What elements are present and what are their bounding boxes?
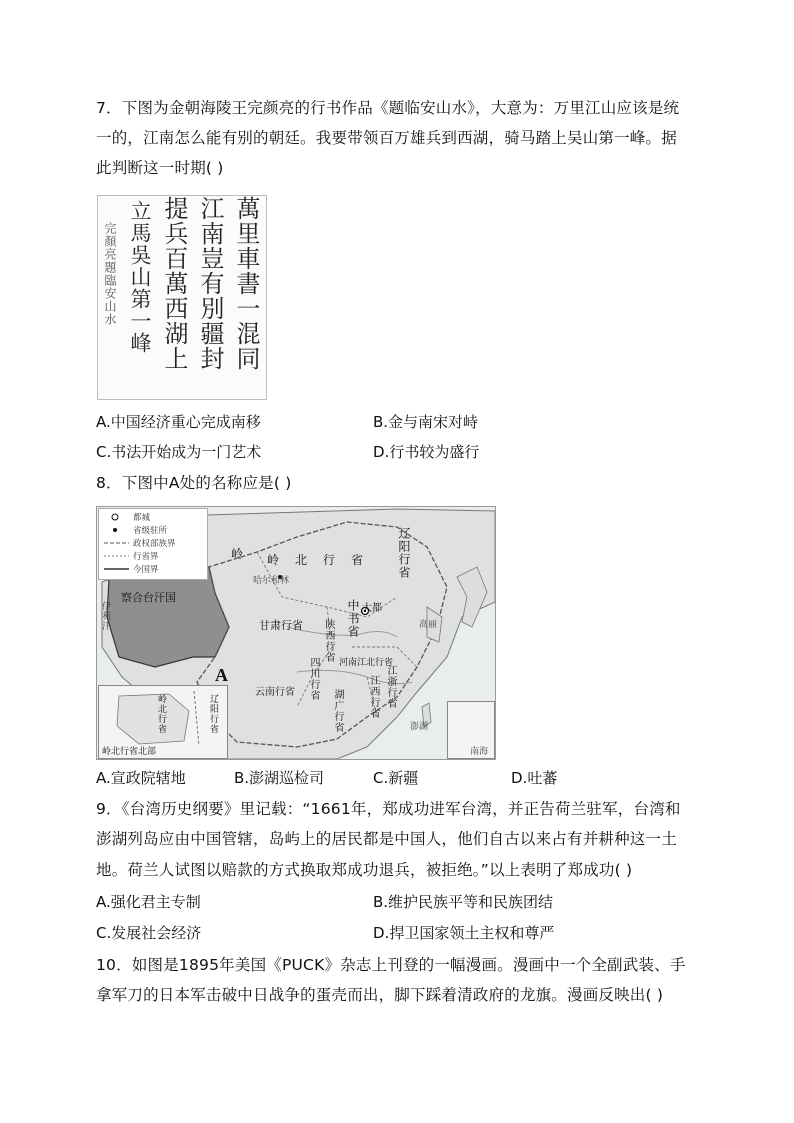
label-sichuan: 四川行省 <box>308 657 319 701</box>
label-penghu: 澎湖 <box>410 722 429 732</box>
q9-option-b[interactable]: B.维护民族平等和民族团结 <box>373 893 554 911</box>
q7-option-a[interactable]: A.中国经济重心完成南移 <box>96 413 261 431</box>
yuan-dynasty-map <box>96 506 496 760</box>
label-karakorum: 哈尔和林 <box>253 576 290 586</box>
q8-stem: 8．下图中A处的名称应是( ) <box>96 474 292 492</box>
label-yilihan: 伊利汗 <box>100 601 110 631</box>
calligraphy-column-3 <box>160 196 192 371</box>
legend-provincial-seat: 省级驻所 <box>133 526 168 536</box>
label-gansu: 甘肃行省 <box>259 619 303 632</box>
calligraphy-text-3: 提兵百萬西湖上 <box>160 196 188 371</box>
calligraphy-text-4: 立馬吳山第一峰 <box>128 200 152 354</box>
q9-option-c[interactable]: C.发展社会经济 <box>96 924 202 942</box>
calligraphy-signature-text: 完顏亮題臨安山水 <box>103 222 117 326</box>
inset-label-liaoyang: 辽阳行省 <box>208 694 218 734</box>
legend-capital: 都城 <box>133 513 151 523</box>
q7-option-c[interactable]: C.书法开始成为一门艺术 <box>96 443 262 461</box>
label-lingbei: 岭北行省 <box>267 553 380 567</box>
q9-option-d[interactable]: D.捍卫国家领土主权和尊严 <box>373 924 555 942</box>
calligraphy-column-2 <box>196 196 228 371</box>
label-south-sea: 南海 <box>470 747 489 757</box>
label-liaoyang: 辽阳行省 <box>397 527 411 579</box>
q7-stem-line-3: 此判断这一时期( ) <box>96 159 224 177</box>
label-henan: 河南江北行省 <box>339 658 394 668</box>
label-dadu: 大都 <box>362 603 382 614</box>
q10-stem-line-2: 拿军刀的日本军击破中日战争的蛋壳而出，脚下踩着清政府的龙旗。漫画反映出( ) <box>96 986 664 1004</box>
legend-regime-border: 政权部族界 <box>133 539 176 549</box>
q10-stem-line-1: 10．如图是1895年美国《PUCK》杂志上刊登的一幅漫画。漫画中一个全副武装、手 <box>96 956 686 974</box>
label-gaoli: 高丽 <box>419 620 438 630</box>
q7-option-d[interactable]: D.行书较为盛行 <box>373 443 480 461</box>
label-lingbei-1: 岭 <box>231 547 244 561</box>
q7-option-b[interactable]: B.金与南宋对峙 <box>373 413 479 431</box>
map-legend <box>98 508 208 580</box>
q8-option-a[interactable]: A.宣政院辖地 <box>96 769 186 787</box>
label-a: A <box>215 665 228 685</box>
q8-option-b[interactable]: B.澎湖巡检司 <box>234 769 325 787</box>
q9-stem-line-1: 9．《台湾历史纲要》里记载：“1661年，郑成功进军台湾，并正告荷兰驻军，台湾和 <box>96 800 681 818</box>
label-huguang: 湖广行省 <box>332 689 343 733</box>
south-sea-inset <box>447 701 495 759</box>
q9-stem-line-2: 澎湖列岛应由中国管辖，岛屿上的居民都是中国人，他们自古以来占有并耕种这一土 <box>96 830 677 848</box>
label-jiangzhe: 江浙行省 <box>385 665 396 709</box>
calligraphy-column-4 <box>128 200 156 354</box>
label-zhongshu: 中书省 <box>346 599 360 638</box>
inset-map <box>98 685 228 759</box>
calligraphy-text-1: 萬里車書一混同 <box>232 196 260 371</box>
calligraphy-signature <box>103 222 121 326</box>
inset-label-lingbei: 岭北行省 <box>156 694 166 734</box>
calligraphy-text-2: 江南豈有別疆封 <box>196 196 224 371</box>
legend-current-border: 今国界 <box>133 565 159 575</box>
calligraphy-image <box>97 195 267 400</box>
q9-option-a[interactable]: A.强化君主专制 <box>96 893 201 911</box>
q8-option-d[interactable]: D.吐蕃 <box>511 769 558 787</box>
label-chagatai: 察合台汗国 <box>121 591 176 604</box>
inset-title: 岭北行省北部 <box>102 747 157 757</box>
q9-stem-line-3: 地。荷兰人试图以赔款的方式换取郑成功退兵，被拒绝。”以上表明了郑成功( ) <box>96 861 633 879</box>
label-jiangxi: 江西行省 <box>368 675 379 719</box>
q8-option-c[interactable]: C.新疆 <box>373 769 419 787</box>
calligraphy-column-1 <box>232 196 264 371</box>
q7-stem-line-2: 一的，江南怎么能有别的朝廷。我要带领百万雄兵到西湖，骑马踏上吴山第一峰。据 <box>96 129 677 147</box>
legend-province-border: 行省界 <box>133 552 159 562</box>
q7-stem-line-1: 7．下图为金朝海陵王完颜亮的行书作品《题临安山水》，大意为：万里江山应该是统 <box>96 99 680 117</box>
label-shaanxi: 陕西行省 <box>323 619 334 663</box>
label-yunnan: 云南行省 <box>255 687 295 698</box>
